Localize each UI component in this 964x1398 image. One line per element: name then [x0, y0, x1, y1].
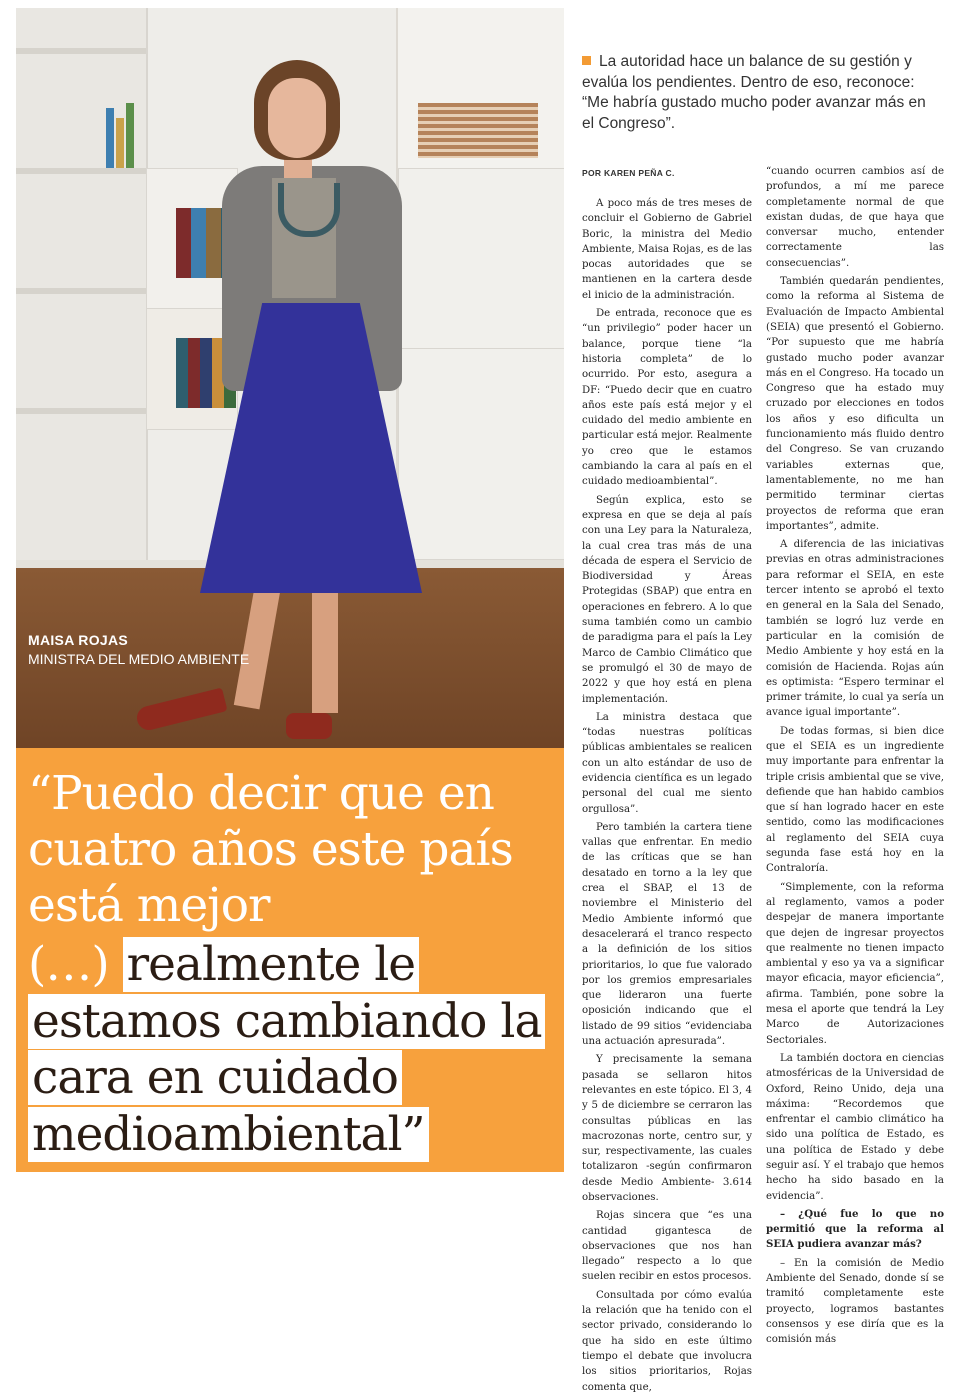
caption-role: MINISTRA DEL MEDIO AMBIENTE — [28, 651, 250, 667]
pull-quote-white — [28, 766, 568, 934]
quote-ellipsis: (…) — [28, 937, 109, 992]
paragraph: Según explica, esto se expresa en que se deja al país con una Ley para la Naturaleza, la cual crea tras más de una década de espera el Servicio de Biodiversidad y Áreas Protegidas (SBAP) que entra en operaciones en febrero. A lo que suma también como un cambio de paradigma para el país la Ley Marco de Cambio Climático que se promulgó el 30 de mayo de 2022 y que hoy está en plena implementación. — [582, 494, 752, 705]
paragraph: “cuando ocurren cambios así de profundos, a mí me parece completamente normal de que existan dudas, de que haya que conversar mucho, entender correctamente las consecuencias”. — [766, 166, 944, 269]
article-intro — [582, 52, 942, 134]
intro-text: La autoridad hace un balance de su gestión y evalúa los pendientes. Dentro de eso, reconoce: “Me habría gustado mucho poder avanzar más en el Congreso”. — [582, 53, 926, 132]
pull-quote-highlight — [28, 937, 568, 1163]
paragraph: – En la comisión de Medio Ambiente del Senado, donde sí se tramitó completamente este proyecto, logramos bastantes consensos y ese diría que es la comisión más — [766, 1257, 944, 1346]
paragraph: De todas formas, si bien dice que el SEIA es un ingrediente muy importante para enfrentar la triple crisis ambiental que se vive, defiende que han habido cambios que sí han logrado hacer en este sentido, como las modificaciones al reglamento del SEIA cuya segunda fase está hoy en la Contraloría. — [766, 725, 944, 875]
paragraph: Y precisamente la semana pasada se sellaron hitos relevantes en este tópico. El 3, 4 y 5 de diciembre se cerraron las consultas públicas en las macrozonas norte, centro sur, y sur, respectivamente, las cuales totalizaron -según confirmaron desde Medio Ambiente- 3.614 observaciones. — [582, 1054, 752, 1203]
byline: POR KAREN PEÑA C. — [582, 168, 675, 178]
paragraph: A diferencia de las iniciativas previas en otras administraciones para reformar el SEIA, en este tercer intento se aprobó el texto en general en la Sala del Senado, también se logró luz verde en particular en la comisión de Medio Ambiente y hoy está en la comisión de Hacienda. Rojas aún es optimista: “Espero terminar el primer trámite, lo cual ya sería un avance igual importante”. — [766, 539, 944, 719]
article-column-1 — [582, 196, 752, 1398]
paragraph: También quedarán pendientes, como la reforma al Sistema de Evaluación de Impacto Ambiental (SEIA) que presentó el Gobierno. “Por supuesto que me habría gustado mucho poder avanzar más en el Congreso. Ha tocado un Congreso que ha estado muy cruzado por elecciones en todos los años y eso dificulta un funcionamiento más fluido dentro del Congreso. Se van cruzando variables externas que, lamentablemente, no me han permitido terminar ciertas proyectos de reforma que eran importantes”, admite. — [766, 276, 944, 532]
orange-square-icon — [582, 56, 591, 65]
article-column-2 — [766, 164, 944, 1351]
paragraph: A poco más de tres meses de concluir el Gobierno de Gabriel Boric, la ministra del Medio Ambiente, Maisa Rojas, es de las pocas autoridades que se mantienen en la cartera desde el inicio de la administración. — [582, 198, 752, 301]
quote-white-text: Puedo decir que en cuatro años este país está mejor — [28, 766, 513, 933]
paragraph: “Simplemente, con la reforma al reglamento, vamos a poder despejar de manera importante que dejen de ingresar proyectos que realmente no tienen impacto ambiental y eso ya va a significar mayor eficacia, mayor eficiencia”, afirma. También, pone sobre la mesa el aporte que tendrá la Ley Marco de Autorizaciones Sectoriales. — [766, 881, 944, 1046]
caption-name: MAISA ROJAS — [28, 632, 129, 648]
interview-question: – ¿Qué fue lo que no permitió que la reforma al SEIA pudiera avanzar más? — [766, 1207, 944, 1251]
paragraph: Consultada por cómo evalúa la relación que ha tenido con el sector privado, considerando lo que ha sido en este último tiempo el debate que involucra los sitios prioritarios, Rojas comenta que, — [582, 1289, 752, 1393]
paragraph: La también doctora en ciencias atmosféricas de la Universidad de Oxford, Reino Unido, deja una máxima: “Recordemos que enfrentar el cambio climático ha sido una política de Estado, es una política de Estado y debe seguir así. Y el trabajo que hemos hecho ha sido basado en la evidencia”. — [766, 1052, 944, 1202]
paragraph: Pero también la cartera tiene vallas que enfrentar. En medio de las críticas que se han desatado en torno a la ley que crea el SBAP, el 13 de noviembre el Ministerio del Medio Ambiente informó que desacelerará el tranco respecto a la definición de los sitios prioritarios, lo que fue valorado por los gremios empresariales que lideraron una fuerte oposición indicando que el listado de 99 sitios “evidenciaba una actuación apresurada”. — [582, 821, 752, 1048]
cabinet — [396, 8, 564, 568]
photo-caption — [28, 632, 249, 667]
quote-open-mark: “ — [28, 766, 52, 821]
paragraph: De entrada, reconoce que es “un privilegio” poder hacer un balance, porque tiene “la historia completa” de lo ocurrido. Por esto, asegura a DF: “Puedo decir que en cuatro años este país está mejor y el cuidado del medio ambiente en particular está mejor. Realmente yo creo que le estamos cambiando la cara al país en el cuidado medioambiental”. — [582, 308, 752, 488]
bookshelf — [16, 8, 148, 568]
paragraph: La ministra destaca que “todas nuestras políticas públicas ambientales se realicen con un alto estándar de uso de evidencia científica es un legado personal del cual me siento orgullosa”. — [582, 711, 752, 815]
quote-highlight-text: realmente le estamos cambiando la cara en cuidado medioambiental” — [28, 937, 545, 1162]
paragraph: Rojas sincera que “es una cantidad gigantesca de observaciones que nos han llegado” respecto a lo que suelen recibir en estos procesos. — [582, 1210, 752, 1283]
